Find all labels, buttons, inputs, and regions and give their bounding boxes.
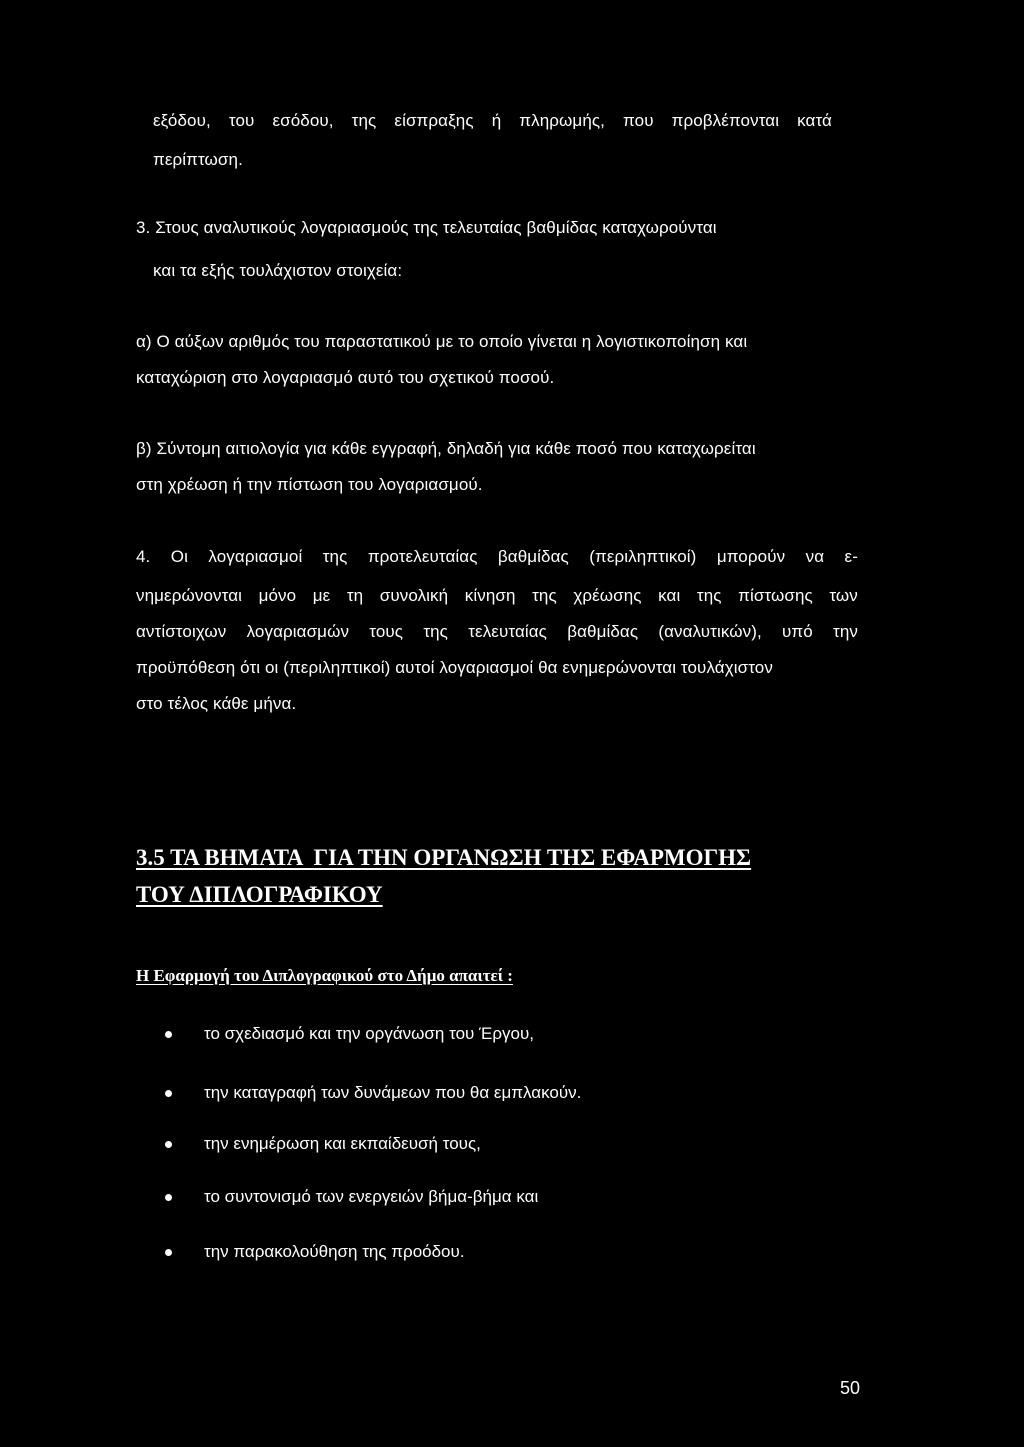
word: νημερώνονται [136, 586, 243, 605]
word: χρέωσης [573, 586, 642, 605]
word: της [423, 622, 448, 641]
paragraph-2-line-1: 3. Στους αναλυτικούς λογαριασμούς της τελευταίας βαθμίδας καταχωρούνται [136, 218, 717, 237]
list-item [165, 1082, 581, 1104]
paragraph-5-line-5: στο τέλος κάθε μήνα. [136, 694, 297, 713]
word: των [829, 586, 858, 605]
paragraph-2-line-2: και τα εξής τουλάχιστον στοιχεία: [153, 261, 403, 280]
word: ή [491, 111, 502, 130]
word: λογαριασμοί [208, 547, 303, 566]
paragraph-4-line-1: β) Σύντομη αιτιολογία για κάθε εγγραφή, δηλαδή για κάθε ποσό που καταχωρείται [136, 439, 756, 458]
subheading: Η Εφαρμογή του Διπλογραφικού στο Δήμο απαιτεί : [136, 966, 513, 985]
paragraph-3-line-1: α) Ο αύξων αριθμός του παραστατικού με το οποίο γίνεται η λογιστικοποίηση και [136, 332, 748, 351]
word: μπορούν [716, 547, 786, 566]
list-item-text: την παρακολούθηση της προόδου. [204, 1242, 465, 1261]
bullet-icon [165, 1194, 172, 1201]
list-item [165, 1133, 481, 1155]
word: του [228, 111, 255, 130]
word: (περιληπτικοί) [589, 547, 697, 566]
word: την [833, 622, 858, 641]
word: με [312, 586, 331, 605]
word: μόνο [258, 586, 297, 605]
word: κατά [797, 111, 832, 130]
list-item [165, 1186, 538, 1208]
word: εξόδου, [153, 111, 211, 130]
word: ε- [844, 547, 858, 566]
word: συνολική [379, 586, 449, 605]
list-item-text: το συντονισμό των ενεργειών βήμα-βήμα και [204, 1187, 539, 1206]
paragraph-5-line-1 [136, 547, 858, 567]
word: προβλέπονται [671, 111, 780, 130]
word: τελευταίας [468, 622, 547, 641]
list-item-text: το σχεδιασμό και την οργάνωση του Έργου, [204, 1024, 535, 1043]
word: της [322, 547, 348, 566]
bullet-icon [165, 1141, 172, 1148]
list-item-text: την ενημέρωση και εκπαίδευσή τους, [204, 1134, 481, 1153]
word: πίστωσης [738, 586, 813, 605]
bullet-icon [165, 1249, 172, 1256]
section-heading-line-1: 3.5 ΤΑ ΒΗΜΑΤΑ ΓΙΑ ΤΗΝ ΟΡΓΑΝΩΣΗ ΤΗΣ ΕΦΑΡΜΟΓΗΣ [136, 845, 752, 870]
word: βαθμίδας [567, 622, 639, 641]
word: είσπραξης [394, 111, 474, 130]
page-number: 50 [840, 1378, 861, 1398]
word: τους [369, 622, 404, 641]
word: βαθμίδας [497, 547, 569, 566]
word: 4. [136, 547, 151, 566]
word: αντίστοιχων [136, 622, 227, 641]
word: κίνηση [464, 586, 516, 605]
paragraph-3-line-2: καταχώριση στο λογαριασμό αυτό του σχετικού ποσού. [136, 368, 555, 387]
word: και [658, 586, 681, 605]
paragraph-4-line-2: στη χρέωση ή την πίστωση του λογαριασμού. [136, 475, 483, 494]
paragraph-5-line-2 [136, 586, 858, 606]
list-item-text: την καταγραφή των δυνάμεων που θα εμπλακούν. [204, 1083, 582, 1102]
word: εσόδου, [272, 111, 334, 130]
paragraph-5-line-3 [136, 622, 858, 642]
word: υπό [782, 622, 813, 641]
bullet-icon [165, 1031, 172, 1038]
word: προτελευταίας [367, 547, 478, 566]
word: (αναλυτικών), [658, 622, 762, 641]
word: Οι [170, 547, 188, 566]
list-item [165, 1023, 534, 1045]
paragraph-1-line-2: περίπτωση. [153, 150, 243, 169]
word: να [805, 547, 825, 566]
section-heading-line-2: ΤΟΥ ΔΙΠΛΟΓΡΑΦΙΚΟΥ [136, 882, 383, 907]
word: της [696, 586, 722, 605]
paragraph-1-line-1 [153, 111, 832, 131]
paragraph-5-line-4: προϋπόθεση ότι οι (περιληπτικοί) αυτοί λογαριασμοί θα ενημερώνονται τουλάχιστον [136, 658, 773, 677]
word: της [351, 111, 377, 130]
bullet-icon [165, 1090, 172, 1097]
list-item [165, 1241, 465, 1263]
word: τη [346, 586, 364, 605]
word: που [623, 111, 654, 130]
word: πληρωμής, [519, 111, 605, 130]
word: λογαριασμών [246, 622, 350, 641]
word: της [532, 586, 557, 605]
